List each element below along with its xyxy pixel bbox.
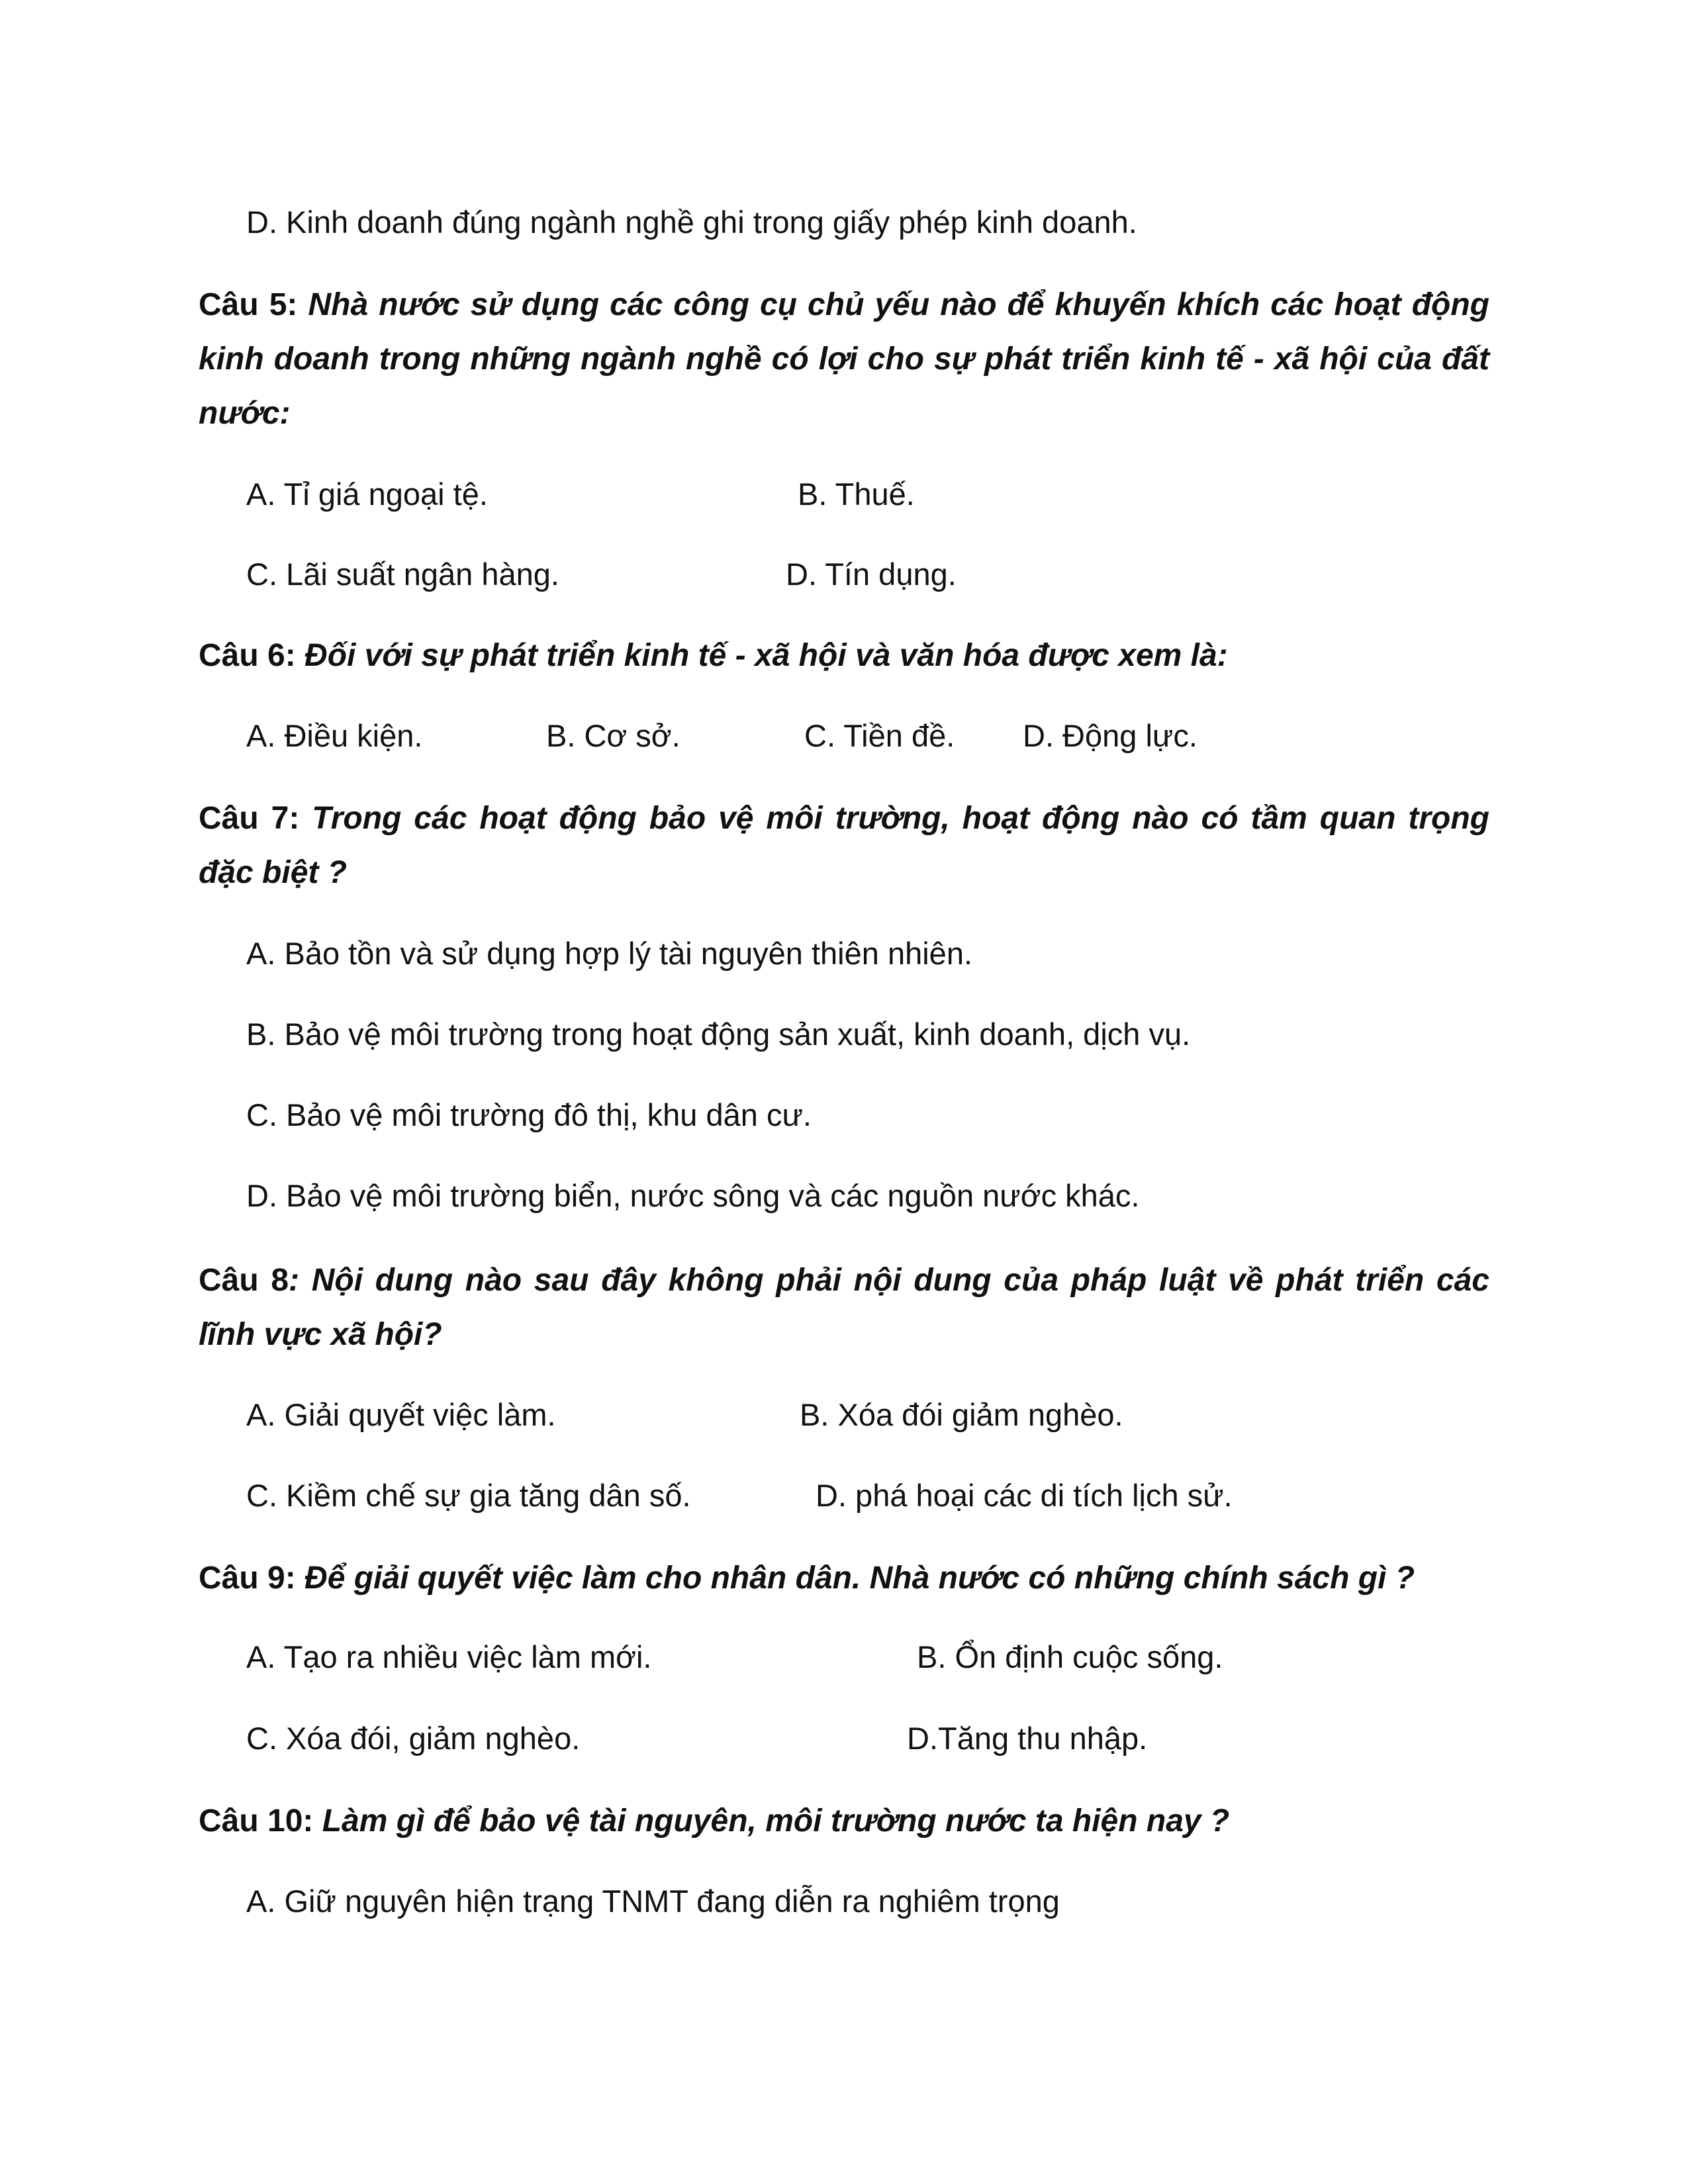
- q6-option-a: A. Điều kiện.: [246, 718, 423, 753]
- q5-option-c: C. Lãi suất ngân hàng.: [246, 557, 559, 592]
- q5-option-b: B. Thuế.: [798, 477, 915, 512]
- question-label: Câu 8: [199, 1263, 289, 1298]
- question-label: Câu 7:: [199, 801, 300, 836]
- question-9: [199, 1551, 1489, 1606]
- question-label: Câu 6:: [199, 638, 296, 673]
- question-7: [199, 792, 1489, 900]
- q7-option-d: D. Bảo vệ môi trường biển, nước sông và các nguồn nước khác.: [246, 1178, 1140, 1213]
- question-8: [199, 1253, 1489, 1362]
- q8-option-d: D. phá hoại các di tích lịch sử.: [816, 1478, 1233, 1513]
- q9-option-d: D.Tăng thu nhập.: [907, 1721, 1148, 1756]
- q9-option-c: C. Xóa đói, giảm nghèo.: [246, 1721, 581, 1756]
- q8-option-c: C. Kiềm chế sự gia tăng dân số.: [246, 1478, 691, 1513]
- question-6: [199, 629, 1489, 683]
- q4-option-d: D. Kinh doanh đúng ngành nghề ghi trong giấy phép kinh doanh.: [246, 205, 1137, 240]
- q5-option-a: A. Tỉ giá ngoại tệ.: [246, 477, 488, 512]
- q8-option-b: B. Xóa đói giảm nghèo.: [800, 1397, 1123, 1432]
- question-text: Trong các hoạt động bảo vệ môi trường, hoạt động nào có tầm quan trọng đặc biệt ?: [199, 801, 1490, 890]
- question-text: Làm gì để bảo vệ tài nguyên, môi trường nước ta hiện nay ?: [322, 1803, 1230, 1839]
- q7-option-a: A. Bảo tồn và sử dụng hợp lý tài nguyên thiên nhiên.: [246, 936, 973, 971]
- q6-option-d: D. Động lực.: [1023, 718, 1197, 753]
- question-text: : Nội dung nào sau đây không phải nội dung của pháp luật về phát triển các lĩnh vực xã hội?: [199, 1263, 1489, 1352]
- q5-option-d: D. Tín dụng.: [786, 557, 957, 592]
- question-label: Câu 5:: [199, 287, 298, 322]
- q7-option-b: B. Bảo vệ môi trường trong hoạt động sản xuất, kinh doanh, dịch vụ.: [246, 1017, 1191, 1052]
- q6-option-c: C. Tiền đề.: [804, 718, 955, 753]
- question-label: Câu 10:: [199, 1803, 314, 1839]
- question-10: [199, 1794, 1489, 1848]
- question-text: Để giải quyết việc làm cho nhân dân. Nhà nước có những chính sách gì ?: [305, 1561, 1415, 1596]
- question-5: [199, 278, 1489, 441]
- question-text: Nhà nước sử dụng các công cụ chủ yếu nào để khuyến khích các hoạt động kinh doanh trong những ngành nghề có lợi cho sự phát triển kinh tế - xã hội của đất nước:: [199, 287, 1489, 431]
- q8-option-a: A. Giải quyết việc làm.: [246, 1397, 556, 1432]
- q9-option-a: A. Tạo ra nhiều việc làm mới.: [246, 1639, 652, 1674]
- q7-option-c: C. Bảo vệ môi trường đô thị, khu dân cư.: [246, 1097, 812, 1132]
- question-label: Câu 9:: [199, 1561, 296, 1596]
- q9-option-b: B. Ổn định cuộc sống.: [917, 1639, 1223, 1674]
- question-text: Đối với sự phát triển kinh tế - xã hội và văn hóa được xem là:: [305, 638, 1228, 673]
- q6-option-b: B. Cơ sở.: [546, 718, 680, 753]
- q10-option-a: A. Giữ nguyên hiện trạng TNMT đang diễn ra nghiêm trọng: [246, 1884, 1060, 1919]
